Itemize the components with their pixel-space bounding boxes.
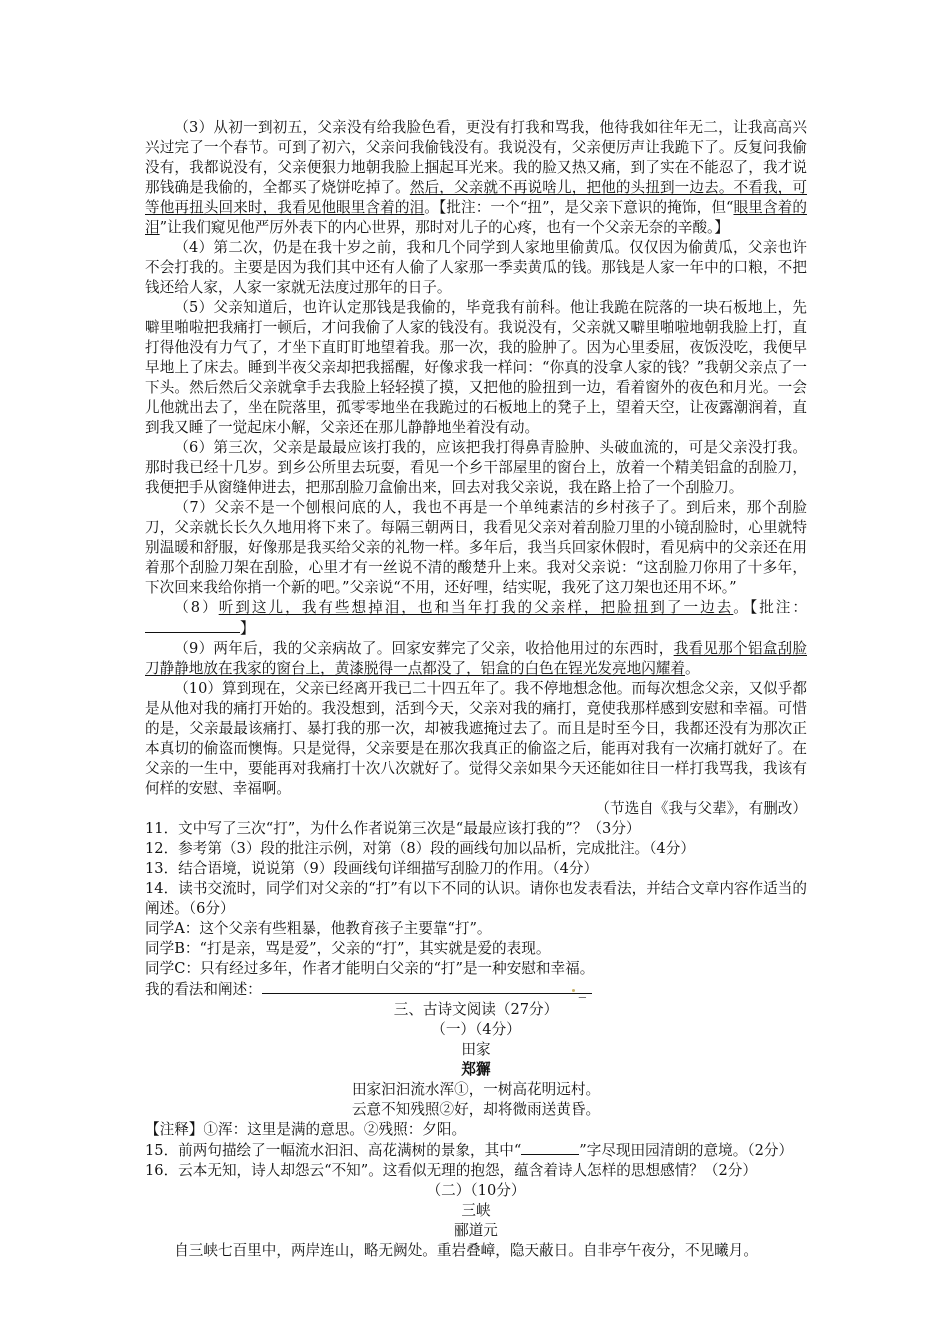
poem-line-1: 田家汩汩流水浑①，一树高花明远村。 [351,1081,601,1098]
poem-notes: 【注释】①浑：这里是满的意思。②残照：夕阳。 [145,1121,467,1138]
question-11: 11．文中写了三次“打”，为什么作者说第三次是“最最应该打我的”？（3分） [145,820,641,837]
paragraph-10: （10）算到现在，父亲已经离开我已二十四五年了。我不停地想念他。而每次想念父亲，又似乎都是从他对我的痛打开始的。我没想到，活到今天，父亲对我的痛打，竟使我那样感到安慰和幸福。可惜的是，父亲最最该痛打、暴打我的那一次，却被我遮掩过去了。而且是时至今日，我都还没有为那次正本真切的偷盗而懊悔。只是觉得，父亲要是在那次我真正的偷盗之后，能再对我有一次痛打就好了。在父亲的一生中，要能再对我痛打十次八次就好了。觉得父亲如果今天还能如往日一样打我骂我，我该有何样的安慰、幸福啊。 [145,680,807,797]
paragraph-8 [145,598,807,639]
q15-text-start: 15．前两句描绘了一幅流水汩汩、高花满树的景象，其中“ [145,1142,522,1159]
paragraph-6: （6）第三次，父亲是最最应该打我的，应该把我打得鼻青脸肿、头破血流的，可是父亲没打我。那时我已经十几岁。到乡公所里去玩耍，看见一个乡干部屋里的窗台上，放着一个精美铝盒的刮脸刀，我便把手从窗缝伸进去，把那刮脸刀盒偷出来，回去对我父亲说，我在路上拾了一个刮脸刀。 [145,439,807,496]
stray-dot [572,989,575,992]
student-c-view: 同学C：只有经过多年，作者才能明白父亲的“打”是一种安慰和幸福。 [145,960,595,977]
p8-annotation-label: 。【批注： [733,599,807,616]
student-b-view: 同学B：“打是亲，骂是爱”，父亲的“打”，其实就是爱的表现。 [145,940,551,957]
paragraph-5: （5）父亲知道后，也许认定那钱是我偷的，毕竟我有前科。他让我跪在院落的一块石板地上，先噼里啪啦把我痛打一顿后，才问我偷了人家的钱没有。我说没有，父亲就又噼里啪啦地朝我脸上打，直打得他没有力气了，才坐下直盯盯地望着我。那一次，我的脸肿了。因为心里委屈，夜饭没吃，我便早早地上了床去。睡到半夜父亲却把我摇醒，好像求我一样问：“你真的没拿人家的钱？”我朝父亲点了一下头。然后然后父亲就拿手去我脸上轻轻摸了摸，又把他的脸扭到一边，看着窗外的夜色和月光。一会儿他就出去了，坐在院落里，孤零零地坐在我跪过的石板地上的凳子上，望着天空，让夜露潮润着，直到我又睡了一觉起床小解，父亲还在那儿静静地坐着没有动。 [145,299,807,436]
p9-period: 。 [684,660,700,677]
poem-author: 郑獬 [461,1061,491,1078]
p3-annotation-end: ”让我们窥见他严厉外表下的内心世界，那时对儿子的心疼，也有一个父亲无奈的辛酸。】 [159,219,729,236]
exam-page [145,118,807,1261]
paragraph-3 [145,118,807,238]
p3-annotation-start: 。【批注：一个“扭”，是父亲下意识的掩饰，但“ [424,199,734,216]
p9-text: （9）两年后，我的父亲病故了。回家安葬完了父亲，收拾他用过的东西时， [174,640,674,657]
p9-underlined-sentence: 我看见那个铝盒刮脸刀静静地放在我家的窗台上，黄漆脱得一点都没了，铝盒的白色在锃光发亮地闪耀着 [145,640,807,677]
annotation-answer-blank[interactable] [145,618,240,633]
poem-line-2: 云意不知残照②好，却将微雨送黄昏。 [351,1101,601,1118]
passage-source: （节选自《我与父辈》，有删改） [595,800,807,817]
prose-author: 郦道元 [454,1222,498,1239]
section-3-title: 三、古诗文阅读（27分） [393,1001,559,1018]
p8-label: （8） [174,599,219,616]
p3-underlined-sentence: 然后，父亲就不再说啥儿，把他的头扭到一边去。不看我，可等他再扭头回来时，我看见他眼里含着的泪 [145,179,807,216]
paragraph-9 [145,639,807,679]
my-view-label: 我的看法和阐述： [145,981,262,998]
question-14: 14．读书交流时，同学们对父亲的“打”有以下不同的认识。请你也发表看法，并结合文章内容作适当的阐述。（6分） [145,880,807,917]
paragraph-7: （7）父亲不是一个刨根问底的人，我也不再是一个单纯素洁的乡村孩子了。到后来，那个刮脸刀，父亲就长长久久地用将下来了。每隔三朝两日，我看见父亲对着刮脸刀里的小镜刮脸时，心里就特别温暖和舒服，好像那是我买给父亲的礼物一样。多年后，我当兵回家休假时，看见病中的父亲还在用着那个刮脸刀架在刮脸，心里才有一丝说不清的酸楚升上来。我对父亲说：“这刮脸刀你用了十多年，下次回来我给你捎一个新的吧。”父亲说“不用，还好哩，结实呢，我死了这刀架也还用不坏。” [145,499,807,596]
question-12: 12．参考第（3）段的批注示例，对第（8）段的画线句加以品析，完成批注。（4分） [145,840,695,857]
student-a-view: 同学A：这个父亲有些粗暴，他教育孩子主要靠“打”。 [145,920,492,937]
paragraph-4: （4）第二次，仍是在我十岁之前，我和几个同学到人家地里偷黄瓜。仅仅因为偷黄瓜，父亲也许不会打我的。主要是因为我们其中还有人偷了人家那一季卖黄瓜的钱。那钱是人家一年中的口粮，不把钱还给人家，人家一家就无法度过那年的日子。 [145,239,807,296]
blank-tail: _ [578,981,587,998]
my-view-line [145,979,807,1000]
p3-annotation-quote: 眼里含着的泪 [145,199,807,236]
q15-text-end: ”字尽现田园清朗的意境。（2分） [579,1142,794,1159]
p8-annotation-close: 】 [240,620,255,637]
prose-title: 三峡 [461,1202,491,1219]
prose-paragraph-1: 自三峡七百里中，两岸连山，略无阙处。重岩叠嶂，隐天蔽日。自非亭午夜分，不见曦月。 [174,1242,758,1259]
my-view-answer-blank[interactable] [262,979,592,994]
question-16: 16．云本无知，诗人却怨云“不知”。这看似无理的抱怨，蕴含着诗人怎样的思想感情？（2分） [145,1162,757,1179]
p3-text: （3）从初一到初五，父亲没有给我脸色看，更没有打我和骂我，他待我如往年无二，让我高高兴兴过完了一个春节。可到了初六，父亲问我偷钱没有。我说没有，父亲便厉声让我跪下了。反复问我偷没有，我都说没有，父亲便狠力地朝我脸上掴起耳光来。我的脸又热又痛，到了实在不能忍了，我才说那钱确是我偷的，全都买了烧饼吃掉了。 [145,119,807,196]
question-15 [145,1140,807,1161]
p8-underlined-sentence: 听到这儿，我有些想掉泪，也和当年打我的父亲样，把脸扭到了一边去 [218,599,734,616]
question-13: 13．结合语境，说说第（9）段画线句详细描写刮脸刀的作用。（4分） [145,860,599,877]
part-1-title: （一）（4分） [431,1021,521,1038]
part-2-title: （二）（10分） [426,1182,526,1199]
q15-answer-blank[interactable] [521,1140,579,1155]
poem-title: 田家 [461,1041,491,1058]
